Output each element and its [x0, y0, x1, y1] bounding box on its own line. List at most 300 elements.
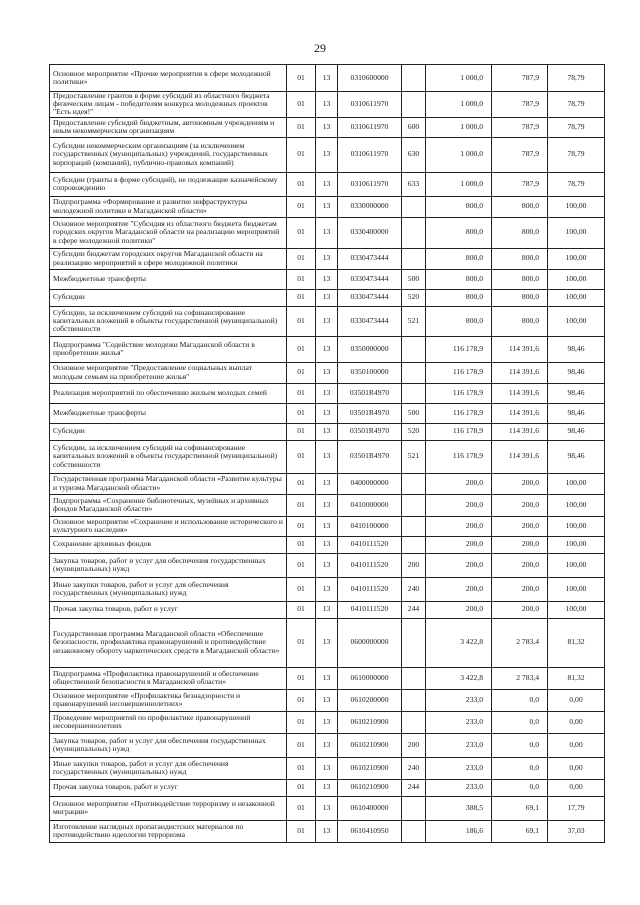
table-row	[50, 383, 605, 403]
row-csr: 0610410950	[338, 820, 402, 842]
row-vr	[402, 473, 426, 494]
table-row	[50, 336, 605, 362]
row-fact: 200,0	[492, 553, 548, 577]
row-name: Реализация мероприятий по обеспечению жильем молодых семей	[50, 383, 287, 403]
row-vr: 200	[402, 733, 426, 757]
row-vr	[402, 536, 426, 553]
row-name: Основное мероприятие «Противодействие терроризму и незаконной миграции»	[50, 796, 287, 820]
table-row	[50, 217, 605, 248]
row-rz: 01	[287, 65, 316, 92]
table-row	[50, 553, 605, 577]
row-plan: 233,0	[426, 779, 492, 796]
table-row	[50, 196, 605, 217]
row-rz: 01	[287, 92, 316, 118]
row-rz: 01	[287, 306, 316, 336]
row-fact: 0,0	[492, 733, 548, 757]
row-pr: 13	[316, 553, 338, 577]
row-csr: 0610000000	[338, 667, 402, 689]
table-row	[50, 137, 605, 172]
table-row	[50, 423, 605, 440]
row-vr: 240	[402, 577, 426, 601]
table-row	[50, 403, 605, 423]
row-pr: 13	[316, 711, 338, 733]
row-vr	[402, 383, 426, 403]
row-csr: 0600000000	[338, 618, 402, 667]
table-row	[50, 516, 605, 536]
row-pr: 13	[316, 423, 338, 440]
row-vr: 630	[402, 137, 426, 172]
row-name: Субсидии (гранты в форме субсидий), не подлежащие казначейскому сопровождению	[50, 172, 287, 196]
row-pr: 13	[316, 196, 338, 217]
table-row	[50, 618, 605, 667]
row-fact: 800,0	[492, 248, 548, 269]
table-row	[50, 494, 605, 516]
row-rz: 01	[287, 577, 316, 601]
row-csr: 0330473444	[338, 306, 402, 336]
row-fact: 0,0	[492, 779, 548, 796]
row-plan: 116 178,9	[426, 440, 492, 473]
row-pr: 13	[316, 536, 338, 553]
row-plan: 186,6	[426, 820, 492, 842]
row-rz: 01	[287, 440, 316, 473]
row-rz: 01	[287, 536, 316, 553]
row-plan: 116 178,9	[426, 403, 492, 423]
row-pr: 13	[316, 733, 338, 757]
row-pr: 13	[316, 289, 338, 306]
row-pct: 100,00	[548, 306, 605, 336]
row-csr: 03501R4970	[338, 383, 402, 403]
row-csr: 0330473444	[338, 289, 402, 306]
row-name: Субсидии	[50, 423, 287, 440]
row-plan: 1 000,0	[426, 117, 492, 137]
row-vr: 521	[402, 440, 426, 473]
row-fact: 114 391,6	[492, 423, 548, 440]
row-name: Субсидии	[50, 289, 287, 306]
row-name: Основное мероприятие "Субсидия из областного бюджета бюджетам городских округов Магаданской области на реализацию мероприятий в сфере молодежной политики"	[50, 217, 287, 248]
row-plan: 1 000,0	[426, 92, 492, 118]
row-plan: 200,0	[426, 601, 492, 618]
row-fact: 200,0	[492, 494, 548, 516]
table-row	[50, 172, 605, 196]
row-vr	[402, 336, 426, 362]
row-csr: 0310611970	[338, 117, 402, 137]
row-vr: 500	[402, 403, 426, 423]
row-fact: 114 391,6	[492, 440, 548, 473]
row-rz: 01	[287, 796, 316, 820]
row-rz: 01	[287, 733, 316, 757]
row-csr: 0410111520	[338, 601, 402, 618]
row-vr: 600	[402, 117, 426, 137]
row-name: Подпрограмма «Профилактика правонарушений и обеспечение общественной безопасности в Магаданской области»	[50, 667, 287, 689]
row-plan: 1 000,0	[426, 137, 492, 172]
row-csr: 0410111520	[338, 577, 402, 601]
row-pct: 100,00	[548, 196, 605, 217]
row-pct: 78,79	[548, 92, 605, 118]
row-plan: 116 178,9	[426, 336, 492, 362]
row-plan: 233,0	[426, 711, 492, 733]
row-pr: 13	[316, 336, 338, 362]
row-csr: 0410000000	[338, 494, 402, 516]
row-pct: 100,00	[548, 269, 605, 289]
row-csr: 0310611970	[338, 172, 402, 196]
row-pct: 98,46	[548, 403, 605, 423]
row-name: Закупка товаров, работ и услуг для обеспечения государственных (муниципальных) нужд	[50, 733, 287, 757]
row-vr: 240	[402, 757, 426, 779]
row-vr	[402, 196, 426, 217]
row-plan: 800,0	[426, 306, 492, 336]
row-pr: 13	[316, 248, 338, 269]
row-vr: 520	[402, 423, 426, 440]
row-csr: 0330400000	[338, 217, 402, 248]
table-row	[50, 117, 605, 137]
row-csr: 0610210900	[338, 711, 402, 733]
table-row	[50, 711, 605, 733]
row-pct: 100,00	[548, 536, 605, 553]
row-plan: 200,0	[426, 494, 492, 516]
row-rz: 01	[287, 711, 316, 733]
row-rz: 01	[287, 779, 316, 796]
row-plan: 233,0	[426, 757, 492, 779]
row-fact: 787,9	[492, 117, 548, 137]
row-pct: 98,46	[548, 336, 605, 362]
row-vr	[402, 711, 426, 733]
row-pr: 13	[316, 601, 338, 618]
table-row	[50, 440, 605, 473]
row-name: Подпрограмма «Формирование и развитие инфраструктуры молодежной политики в Магаданской области»	[50, 196, 287, 217]
row-vr: 520	[402, 289, 426, 306]
row-pct: 78,79	[548, 137, 605, 172]
row-rz: 01	[287, 137, 316, 172]
row-name: Иные закупки товаров, работ и услуг для обеспечения государственных (муниципальных) нужд	[50, 577, 287, 601]
row-pct: 98,46	[548, 440, 605, 473]
row-fact: 114 391,6	[492, 383, 548, 403]
row-pct: 100,00	[548, 289, 605, 306]
row-pr: 13	[316, 689, 338, 711]
row-rz: 01	[287, 196, 316, 217]
table-row	[50, 289, 605, 306]
row-csr: 03501R4970	[338, 403, 402, 423]
row-name: Межбюджетные трансферты	[50, 269, 287, 289]
row-fact: 200,0	[492, 516, 548, 536]
row-name: Подпрограмма "Содействие молодежи Магаданской области в приобретении жилья"	[50, 336, 287, 362]
page-number: 29	[314, 41, 326, 55]
row-plan: 800,0	[426, 289, 492, 306]
row-name: Предоставление грантов в форме субсидий из областного бюджета физическим лицам - победителям конкурса молодежных проектов "Есть идея!"	[50, 92, 287, 118]
row-name: Субсидии, за исключением субсидий на софинансирование капитальных вложений в объекты государственной (муниципальной) собственности	[50, 306, 287, 336]
table-row	[50, 796, 605, 820]
row-plan: 233,0	[426, 689, 492, 711]
row-pct: 17,79	[548, 796, 605, 820]
row-pr: 13	[316, 757, 338, 779]
row-plan: 800,0	[426, 248, 492, 269]
row-rz: 01	[287, 383, 316, 403]
row-name: Сохранение архивных фондов	[50, 536, 287, 553]
row-plan: 3 422,8	[426, 618, 492, 667]
row-pct: 0,00	[548, 757, 605, 779]
row-pct: 78,79	[548, 65, 605, 92]
row-vr	[402, 618, 426, 667]
row-plan: 200,0	[426, 516, 492, 536]
row-fact: 787,9	[492, 65, 548, 92]
row-plan: 1 000,0	[426, 65, 492, 92]
row-pr: 13	[316, 618, 338, 667]
row-plan: 3 422,8	[426, 667, 492, 689]
row-fact: 200,0	[492, 577, 548, 601]
row-rz: 01	[287, 403, 316, 423]
row-pr: 13	[316, 779, 338, 796]
row-pr: 13	[316, 473, 338, 494]
row-name: Иные закупки товаров, работ и услуг для обеспечения государственных (муниципальных) нужд	[50, 757, 287, 779]
row-name: Субсидии бюджетам городских округов Магаданской области на реализацию мероприятий в сфере молодежной политики	[50, 248, 287, 269]
row-rz: 01	[287, 667, 316, 689]
table-row	[50, 473, 605, 494]
row-fact: 787,9	[492, 172, 548, 196]
row-name: Прочая закупка товаров, работ и услуг	[50, 779, 287, 796]
row-csr: 0610210900	[338, 757, 402, 779]
row-fact: 787,9	[492, 92, 548, 118]
row-pct: 100,00	[548, 217, 605, 248]
row-rz: 01	[287, 618, 316, 667]
row-pct: 100,00	[548, 516, 605, 536]
row-pct: 81,32	[548, 667, 605, 689]
row-csr: 0610200000	[338, 689, 402, 711]
row-vr	[402, 516, 426, 536]
row-pct: 0,00	[548, 733, 605, 757]
row-pr: 13	[316, 92, 338, 118]
row-vr: 633	[402, 172, 426, 196]
row-rz: 01	[287, 336, 316, 362]
row-plan: 1 000,0	[426, 172, 492, 196]
row-pct: 100,00	[548, 494, 605, 516]
row-csr: 0310611970	[338, 137, 402, 172]
row-rz: 01	[287, 362, 316, 383]
row-rz: 01	[287, 553, 316, 577]
row-rz: 01	[287, 494, 316, 516]
row-pct: 0,00	[548, 711, 605, 733]
row-rz: 01	[287, 516, 316, 536]
row-fact: 69,1	[492, 820, 548, 842]
row-vr: 500	[402, 269, 426, 289]
row-fact: 114 391,6	[492, 403, 548, 423]
row-pr: 13	[316, 306, 338, 336]
table-row	[50, 92, 605, 118]
row-pr: 13	[316, 667, 338, 689]
row-vr	[402, 92, 426, 118]
row-rz: 01	[287, 248, 316, 269]
row-rz: 01	[287, 601, 316, 618]
row-name: Предоставление субсидий бюджетным, автономным учреждениям и иным некоммерческим организациям	[50, 117, 287, 137]
row-name: Субсидии, за исключением субсидий на софинансирование капитальных вложений в объекты государственной (муниципальной) собственности	[50, 440, 287, 473]
row-fact: 0,0	[492, 711, 548, 733]
row-name: Межбюджетные трансферты	[50, 403, 287, 423]
row-name: Изготовление наглядных пропагандистских материалов по противодействию идеологии терроризма	[50, 820, 287, 842]
row-name: Основное мероприятие «Прочие мероприятия в сфере молодежной политики»	[50, 65, 287, 92]
row-plan: 200,0	[426, 536, 492, 553]
row-csr: 0610400000	[338, 796, 402, 820]
table-row	[50, 269, 605, 289]
row-vr	[402, 65, 426, 92]
row-pr: 13	[316, 362, 338, 383]
row-vr	[402, 494, 426, 516]
row-rz: 01	[287, 217, 316, 248]
table-row	[50, 601, 605, 618]
row-fact: 200,0	[492, 473, 548, 494]
row-rz: 01	[287, 289, 316, 306]
row-vr	[402, 796, 426, 820]
row-csr: 0310611970	[338, 92, 402, 118]
table-row	[50, 757, 605, 779]
row-pct: 78,79	[548, 117, 605, 137]
table-body	[50, 65, 605, 843]
row-csr: 0350100000	[338, 362, 402, 383]
table-row	[50, 65, 605, 92]
row-pr: 13	[316, 383, 338, 403]
row-csr: 0330000000	[338, 196, 402, 217]
row-pr: 13	[316, 403, 338, 423]
row-csr: 0310600000	[338, 65, 402, 92]
row-fact: 200,0	[492, 536, 548, 553]
table-row	[50, 689, 605, 711]
row-name: Основное мероприятие "Предоставление социальных выплат молодым семьям на приобретение жилья"	[50, 362, 287, 383]
row-fact: 2 783,4	[492, 618, 548, 667]
row-pct: 100,00	[548, 248, 605, 269]
row-fact: 800,0	[492, 289, 548, 306]
row-rz: 01	[287, 820, 316, 842]
table-row	[50, 779, 605, 796]
row-vr: 244	[402, 779, 426, 796]
row-rz: 01	[287, 689, 316, 711]
row-fact: 69,1	[492, 796, 548, 820]
row-pct: 81,32	[548, 618, 605, 667]
row-pr: 13	[316, 516, 338, 536]
row-name: Прочая закупка товаров, работ и услуг	[50, 601, 287, 618]
row-plan: 388,5	[426, 796, 492, 820]
row-rz: 01	[287, 423, 316, 440]
row-pr: 13	[316, 172, 338, 196]
row-pct: 100,00	[548, 601, 605, 618]
row-vr: 200	[402, 553, 426, 577]
row-plan: 200,0	[426, 553, 492, 577]
row-rz: 01	[287, 757, 316, 779]
row-pr: 13	[316, 269, 338, 289]
row-csr: 0410100000	[338, 516, 402, 536]
row-fact: 200,0	[492, 601, 548, 618]
row-plan: 200,0	[426, 473, 492, 494]
row-pr: 13	[316, 577, 338, 601]
row-fact: 800,0	[492, 217, 548, 248]
row-csr: 0330473444	[338, 248, 402, 269]
row-plan: 116 178,9	[426, 383, 492, 403]
row-fact: 787,9	[492, 137, 548, 172]
row-fact: 800,0	[492, 306, 548, 336]
row-vr	[402, 217, 426, 248]
row-plan: 233,0	[426, 733, 492, 757]
row-name: Проведение мероприятий по профилактике правонарушений несовершеннолетних	[50, 711, 287, 733]
row-pct: 100,00	[548, 473, 605, 494]
row-rz: 01	[287, 117, 316, 137]
row-csr: 0400000000	[338, 473, 402, 494]
row-name: Государственная программа Магаданской области «Обеспечение безопасности, профилактика правонарушений и противодействие незаконному обороту наркотических средств в Магаданской области»	[50, 618, 287, 667]
row-pr: 13	[316, 217, 338, 248]
table-row	[50, 362, 605, 383]
table-row	[50, 248, 605, 269]
row-vr: 244	[402, 601, 426, 618]
row-vr	[402, 689, 426, 711]
table-row	[50, 536, 605, 553]
row-fact: 2 783,4	[492, 667, 548, 689]
row-csr: 03501R4970	[338, 423, 402, 440]
row-csr: 0350000000	[338, 336, 402, 362]
row-csr: 0330473444	[338, 269, 402, 289]
row-fact: 800,0	[492, 269, 548, 289]
row-pr: 13	[316, 137, 338, 172]
row-fact: 0,0	[492, 757, 548, 779]
row-name: Государственная программа Магаданской области «Развитие культуры и туризма Магаданской области»	[50, 473, 287, 494]
row-fact: 0,0	[492, 689, 548, 711]
row-plan: 200,0	[426, 577, 492, 601]
row-csr: 0410111520	[338, 553, 402, 577]
row-rz: 01	[287, 172, 316, 196]
table-row	[50, 820, 605, 842]
table-row	[50, 306, 605, 336]
row-pr: 13	[316, 440, 338, 473]
row-pr: 13	[316, 117, 338, 137]
table-row	[50, 577, 605, 601]
row-vr	[402, 667, 426, 689]
row-pct: 98,46	[548, 383, 605, 403]
row-plan: 800,0	[426, 196, 492, 217]
row-fact: 114 391,6	[492, 336, 548, 362]
row-pct: 0,00	[548, 779, 605, 796]
row-plan: 800,0	[426, 217, 492, 248]
row-pct: 78,79	[548, 172, 605, 196]
row-pr: 13	[316, 796, 338, 820]
row-name: Основное мероприятие «Сохранение и использование исторического и культурного наследия»	[50, 516, 287, 536]
row-fact: 800,0	[492, 196, 548, 217]
row-vr	[402, 820, 426, 842]
row-pct: 0,00	[548, 689, 605, 711]
row-pct: 98,46	[548, 423, 605, 440]
row-name: Субсидии некоммерческим организациям (за исключением государственных (муниципальных) учреждений, государственных корпораций (компаний), публично-правовых компаний)	[50, 137, 287, 172]
row-fact: 114 391,6	[492, 362, 548, 383]
row-plan: 116 178,9	[426, 423, 492, 440]
row-rz: 01	[287, 269, 316, 289]
row-rz: 01	[287, 473, 316, 494]
row-vr: 521	[402, 306, 426, 336]
row-name: Основное мероприятие «Профилактика безнадзорности и правонарушений несовершеннолетних»	[50, 689, 287, 711]
row-csr: 03501R4970	[338, 440, 402, 473]
row-name: Подпрограмма «Сохранение библиотечных, музейных и архивных фондов Магаданской области»	[50, 494, 287, 516]
table-row	[50, 733, 605, 757]
row-vr	[402, 248, 426, 269]
budget-table	[49, 64, 605, 843]
row-pct: 100,00	[548, 553, 605, 577]
row-csr: 0610210900	[338, 779, 402, 796]
row-csr: 0610210900	[338, 733, 402, 757]
row-csr: 0410111520	[338, 536, 402, 553]
row-pr: 13	[316, 494, 338, 516]
row-pct: 100,00	[548, 577, 605, 601]
row-pct: 37,03	[548, 820, 605, 842]
row-vr	[402, 362, 426, 383]
row-name: Закупка товаров, работ и услуг для обеспечения государственных (муниципальных) нужд	[50, 553, 287, 577]
row-pr: 13	[316, 820, 338, 842]
row-plan: 800,0	[426, 269, 492, 289]
row-plan: 116 178,9	[426, 362, 492, 383]
row-pct: 98,46	[548, 362, 605, 383]
row-pr: 13	[316, 65, 338, 92]
table-row	[50, 667, 605, 689]
